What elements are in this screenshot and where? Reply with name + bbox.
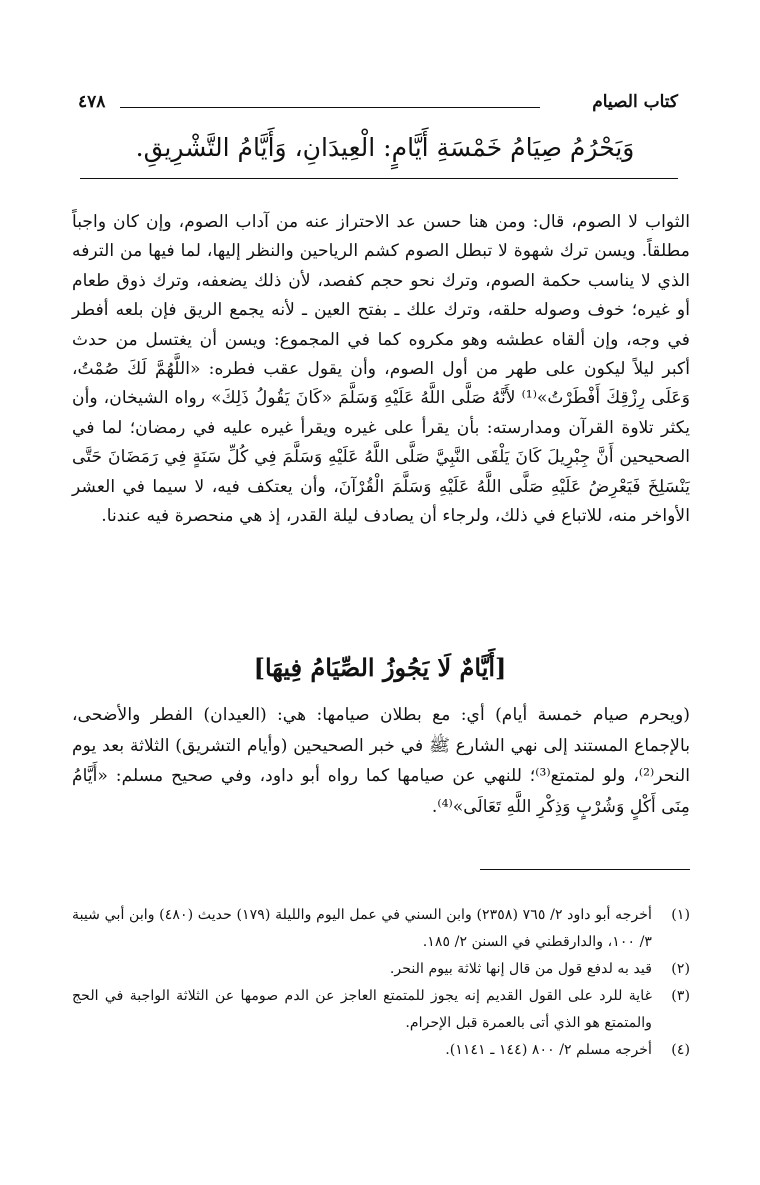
footnote-2: [72, 956, 690, 983]
section-title: [أَيَّامٌ لَا يَجُوزُ الصِّيَامُ فِيهَا]: [253, 653, 507, 682]
commentary-text: [72, 208, 690, 531]
section-body: [72, 700, 690, 822]
matn-text: وَيَحْرُمُ صِيَامُ خَمْسَةِ أَيَّامٍ: الْعِيدَانِ، وَأَيَّامُ التَّشْرِيقِ.: [135, 133, 635, 162]
footnote-number: (١): [671, 907, 690, 923]
footnote-number: (٢): [671, 961, 690, 977]
footnote-text: أخرجه أبو داود ٢/ ٧٦٥ (٢٣٥٨) وابن السني في عمل اليوم والليلة (١٧٩) حديث (٤٨٠) وابن أبي شيبة ٣/ ١٠٠، والدارقطني في السنن ٢/ ١٨٥.: [72, 907, 652, 950]
footnote-separator-rule: [480, 869, 690, 870]
footnote-text: قيد به لدفع قول من قال إنها ثلاثة بيوم النحر.: [389, 961, 652, 977]
running-header: [78, 92, 678, 116]
running-title: كتاب الصيام: [592, 92, 678, 112]
footnote-number: (٣): [671, 988, 690, 1004]
header-rule: [120, 107, 540, 108]
section-paragraph: (ويحرم صيام خمسة أيام) أي: مع بطلان صيامها: هي: (العيدان) الفطر والأضحى، بالإجماع المستند إلى نهي الشارع ﷺ في خبر الصحيحين (وأيام التشريق) الثلاثة بعد يوم النحر⁽²⁾، ولو لمتمتع⁽³⁾؛ للنهي عن صيامها كما رواه أبو داود، وفي صحيح مسلم: «أَيَّامُ مِنَى أَكْلٍ وَشُرْبٍ وَذِكْرِ اللَّهِ تَعَالَى»⁽⁴⁾.: [72, 705, 690, 817]
footnote-4: [72, 1037, 690, 1064]
footnote-1: [72, 902, 690, 956]
footnote-text: أخرجه مسلم ٢/ ٨٠٠ (١٤٤ ـ ١١٤١).: [445, 1042, 652, 1058]
commentary-paragraph: الثواب لا الصوم، قال: ومن هنا حسن عد الاحتراز عنه من آداب الصوم، وإن كان واجباً مطلقاً. ويسن ترك شهوة لا تبطل الصوم كشم الرياحين والنظر إليها، لما فيها من الترفه الذي لا يناسب حكمة الصوم، وترك نحو حجم كفصد، لأن ذلك يضعفه، وترك ذوق طعام أو غيره؛ خوف وصوله حلقه، وترك علك ـ بفتح العين ـ لأنه يجمع الريق فإن بلعه أفطر في وجه، وإن ألقاه عطشه وهو مكروه كما في المجموع: ويسن أن يغتسل من حدث أكبر ليلاً ليكون على طهر من أول الصوم، وأن يقول عقب فطره: «اللَّهُمَّ لَكَ صُمْتُ، وَعَلَى رِزْقِكَ أَفْطَرْتُ»⁽¹⁾ لأَنَّهُ صَلَّى اللَّهُ عَلَيْهِ وَسَلَّمَ «كَانَ يَقُولُ ذَلِكَ» رواه الشيخان، وأن يكثر تلاوة القرآن ومدارسته: بأن يقرأ على غيره ويقرأ غيره عليه في رمضان؛ لما في الصحيحين أَنَّ جِبْرِيلَ كَانَ يَلْقَى النَّبِيَّ صَلَّى اللَّهُ عَلَيْهِ وَسَلَّمَ فِي كُلِّ سَنَةٍ فِي رَمَضَانَ حَتَّى يَنْسَلِخَ فَيَعْرِضُ عَلَيْهِ صَلَّى اللَّهُ عَلَيْهِ وَسَلَّمَ الْقُرْآنَ، وأن يعتكف فيه، لا سيما في العشر الأواخر منه، للاتباع في ذلك، ولرجاء أن يصادف ليلة القدر، إذ هي منحصرة فيه عندنا.: [72, 212, 690, 527]
footnote-text: غاية للرد على القول القديم إنه يجوز للمتمتع العاجز عن الدم صومها عن الثلاثة الواجبة في الحج والمتمتع هو الذي أتى بالعمرة قبل الإحرام.: [72, 988, 652, 1031]
footnotes: [72, 902, 690, 1064]
footnote-number: (٤): [671, 1042, 690, 1058]
footnote-3: [72, 983, 690, 1037]
page-number: ٤٧٨: [78, 92, 106, 112]
matn-separator-rule: [80, 178, 678, 179]
